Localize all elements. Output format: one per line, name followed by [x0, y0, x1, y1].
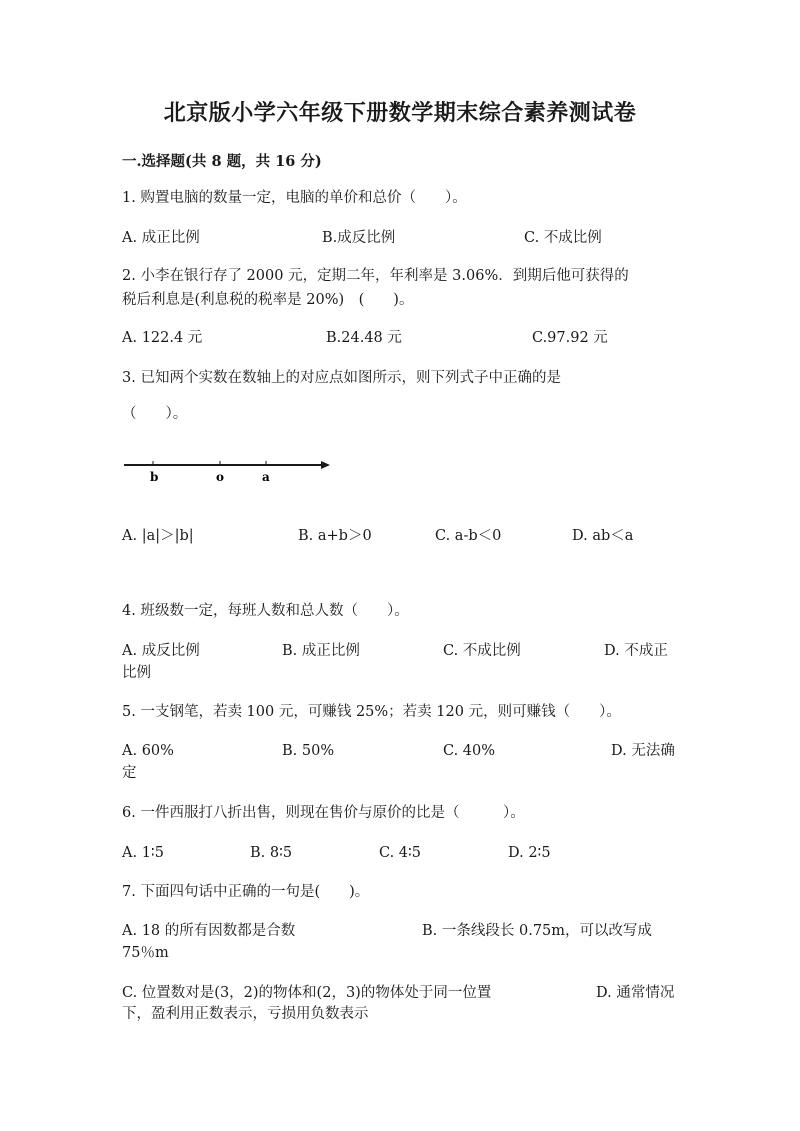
- question-4-option-c: C. 不成比例: [443, 643, 521, 659]
- question-1-option-c: C. 不成比例: [524, 230, 602, 246]
- question-7-option-c: C. 位置数对是(3，2)的物体和(2，3)的物体处于同一位置: [122, 985, 492, 1001]
- question-1-option-a: A. 成正比例: [122, 230, 200, 246]
- question-3-stem-line-2: （ ）。: [122, 406, 188, 422]
- question-4-option-b: B. 成正比例: [282, 643, 360, 659]
- question-5-option-a: A. 60%: [122, 743, 174, 759]
- question-4-option-d-continued: 比例: [122, 665, 151, 681]
- question-6-option-c: C. 4∶5: [379, 845, 422, 861]
- question-3-option-a: A. |a|＞|b|: [122, 528, 194, 544]
- question-6-option-b: B. 8∶5: [250, 845, 293, 861]
- question-7-option-b-continued: 75％m: [122, 945, 169, 961]
- label-a: a: [262, 470, 270, 484]
- question-3-option-c: C. a-b＜0: [435, 528, 502, 544]
- question-3-stem-line-1: 3. 已知两个实数在数轴上的对应点如图所示，则下列式子中正确的是: [122, 370, 561, 386]
- question-1-option-b: B.成反比例: [322, 230, 396, 246]
- question-7-option-a: A. 18 的所有因数都是合数: [122, 923, 296, 939]
- section-heading: 一.选择题(共 8 题，共 16 分): [122, 153, 322, 170]
- question-2-option-b: B.24.48 元: [326, 330, 402, 346]
- question-1-stem: 1. 购置电脑的数量一定，电脑的单价和总价（ ）。: [122, 190, 467, 206]
- number-line-arrow-icon: [321, 461, 330, 469]
- question-6-option-a: A. 1∶5: [122, 845, 164, 861]
- question-7-option-d: D. 通常情况: [596, 985, 675, 1001]
- label-b: b: [150, 470, 159, 484]
- question-3-option-d: D. ab＜a: [572, 528, 634, 544]
- question-3-option-b: B. a+b＞0: [298, 528, 372, 544]
- question-5-stem: 5. 一支钢笔，若卖 100 元，可赚钱 25%；若卖 120 元，则可赚钱（ ）。: [122, 704, 621, 720]
- question-6-stem: 6. 一件西服打八折出售，则现在售价与原价的比是（ ）。: [122, 805, 525, 821]
- question-5-option-c: C. 40%: [443, 743, 496, 759]
- question-5-option-b: B. 50%: [282, 743, 335, 759]
- number-line-figure: [118, 450, 340, 490]
- question-2-option-c: C.97.92 元: [532, 330, 608, 346]
- question-5-option-d: D. 无法确: [611, 743, 675, 759]
- question-7-option-d-continued: 下，盈利用正数表示，亏损用负数表示: [122, 1006, 369, 1022]
- question-2-stem-line-2: 税后利息是(利息税的税率是 20%) ( )。: [122, 292, 414, 308]
- question-7-stem: 7. 下面四句话中正确的一句是( )。: [122, 884, 370, 900]
- page-title: 北京版小学六年级下册数学期末综合素养测试卷: [163, 100, 637, 126]
- question-2-stem-line-1: 2. 小李在银行存了 2000 元，定期二年，年利率是 3.06%．到期后他可获得的: [122, 268, 629, 284]
- question-4-stem: 4. 班级数一定，每班人数和总人数（ ）。: [122, 603, 409, 619]
- question-5-option-d-continued: 定: [122, 765, 137, 781]
- question-4-option-a: A. 成反比例: [122, 643, 200, 659]
- question-4-option-d: D. 不成正: [604, 643, 668, 659]
- question-6-option-d: D. 2∶5: [508, 845, 551, 861]
- question-2-option-a: A. 122.4 元: [122, 330, 203, 346]
- question-7-option-b: B. 一条线段长 0.75m，可以改写成: [422, 923, 653, 939]
- label-o: o: [216, 470, 225, 484]
